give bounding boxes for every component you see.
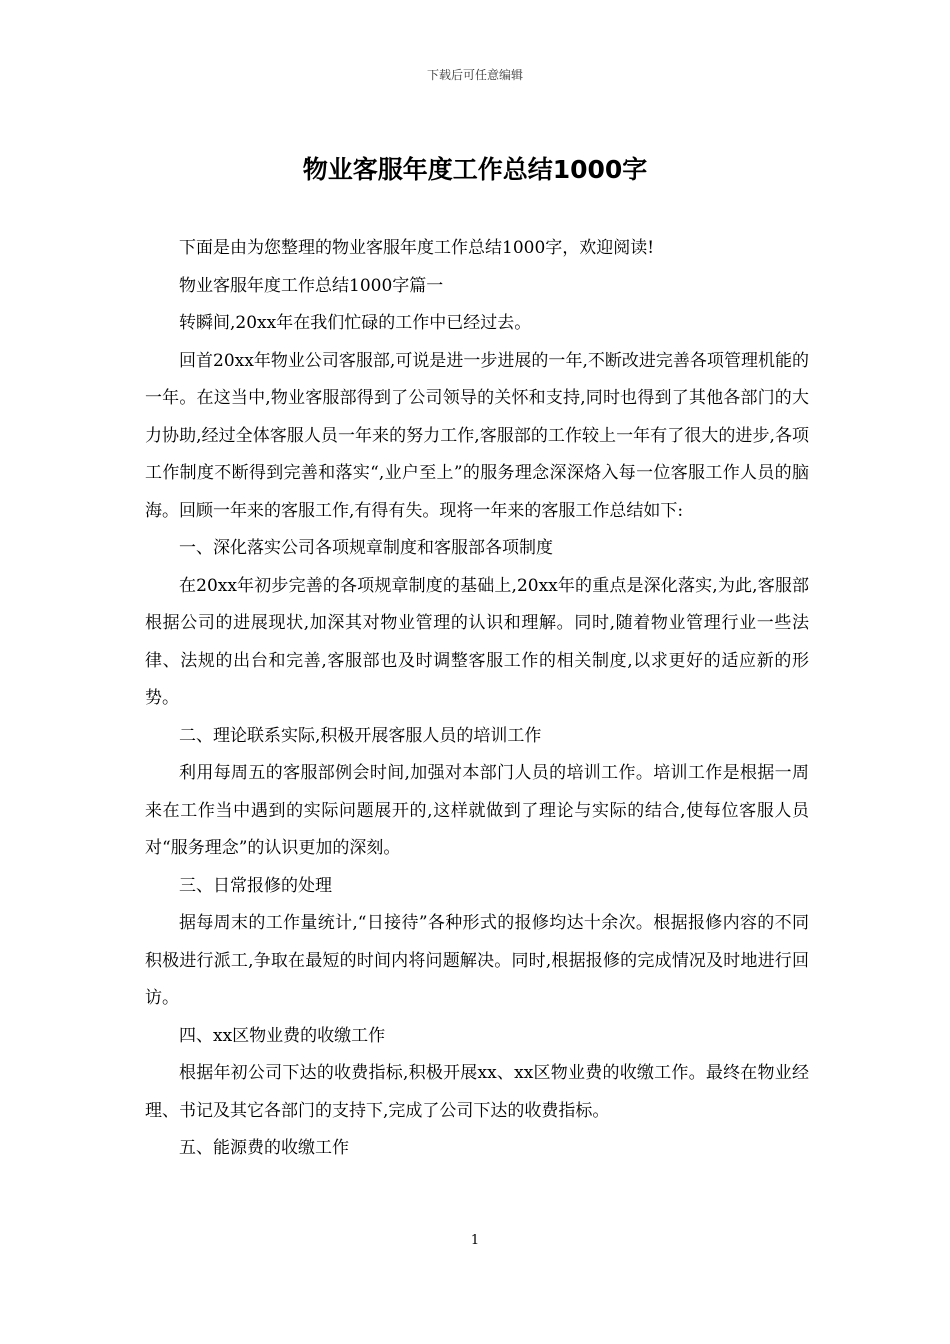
paragraph: 回首20xx年物业公司客服部,可说是进一步进展的一年,不断改进完善各项管理机能的一年。在这当中,物业客服部得到了公司领导的关怀和支持,同时也得到了其他各部门的大力协助,经过全体客服人员一年来的努力工作,客服部的工作较上一年有了很大的进步,各项工作制度不断得到完善和落实“,业户至上”的服务理念深深烙入每一位客服工作人员的脑海。回顾一年来的客服工作,有得有失。现将一年来的客服工作总结如下: <box>145 350 809 521</box>
section-heading: 三、日常报修的处理 <box>179 875 332 896</box>
paragraph: 物业客服年度工作总结1000字篇一 <box>179 275 444 296</box>
section-heading: 五、能源费的收缴工作 <box>179 1138 349 1158</box>
section-heading: 四、xx区物业费的收缴工作 <box>179 1025 386 1046</box>
section-heading: 一、深化落实公司各项规章制度和客服部各项制度 <box>179 538 553 558</box>
document-title: 物业客服年度工作总结1000字 <box>302 155 648 184</box>
section-heading: 二、理论联系实际,积极开展客服人员的培训工作 <box>179 725 542 746</box>
paragraph: 下面是由为您整理的物业客服年度工作总结1000字，欢迎阅读! <box>179 238 655 258</box>
paragraph: 转瞬间,20xx年在我们忙碌的工作中已经过去。 <box>179 313 532 333</box>
paragraph: 据每周末的工作量统计,“日接待”各种形式的报修均达十余次。根据报修内容的不同积极进行派工,争取在最短的时间内将问题解决。同时,根据报修的完成情况及时地进行回访。 <box>145 913 809 1008</box>
paragraph: 利用每周五的客服部例会时间,加强对本部门人员的培训工作。培训工作是根据一周来在工作当中遇到的实际问题展开的,这样就做到了理论与实际的结合,使每位客服人员对“服务理念”的认识更加的深刻。 <box>145 763 809 858</box>
document-body <box>145 230 809 1168</box>
paragraph: 在20xx年初步完善的各项规章制度的基础上,20xx年的重点是深化落实,为此,客服部根据公司的进展现状,加深其对物业管理的认识和理解。同时,随着物业管理行业一些法律、法规的出台和完善,客服部也及时调整客服工作的相关制度,以求更好的适应新的形势。 <box>145 575 809 708</box>
page-number: 1 <box>470 1233 480 1248</box>
page-header: 下载后可任意编辑 <box>426 68 523 82</box>
paragraph: 根据年初公司下达的收费指标,积极开展xx、xx区物业费的收缴工作。最终在物业经理、书记及其它各部门的支持下,完成了公司下达的收费指标。 <box>145 1063 809 1121</box>
